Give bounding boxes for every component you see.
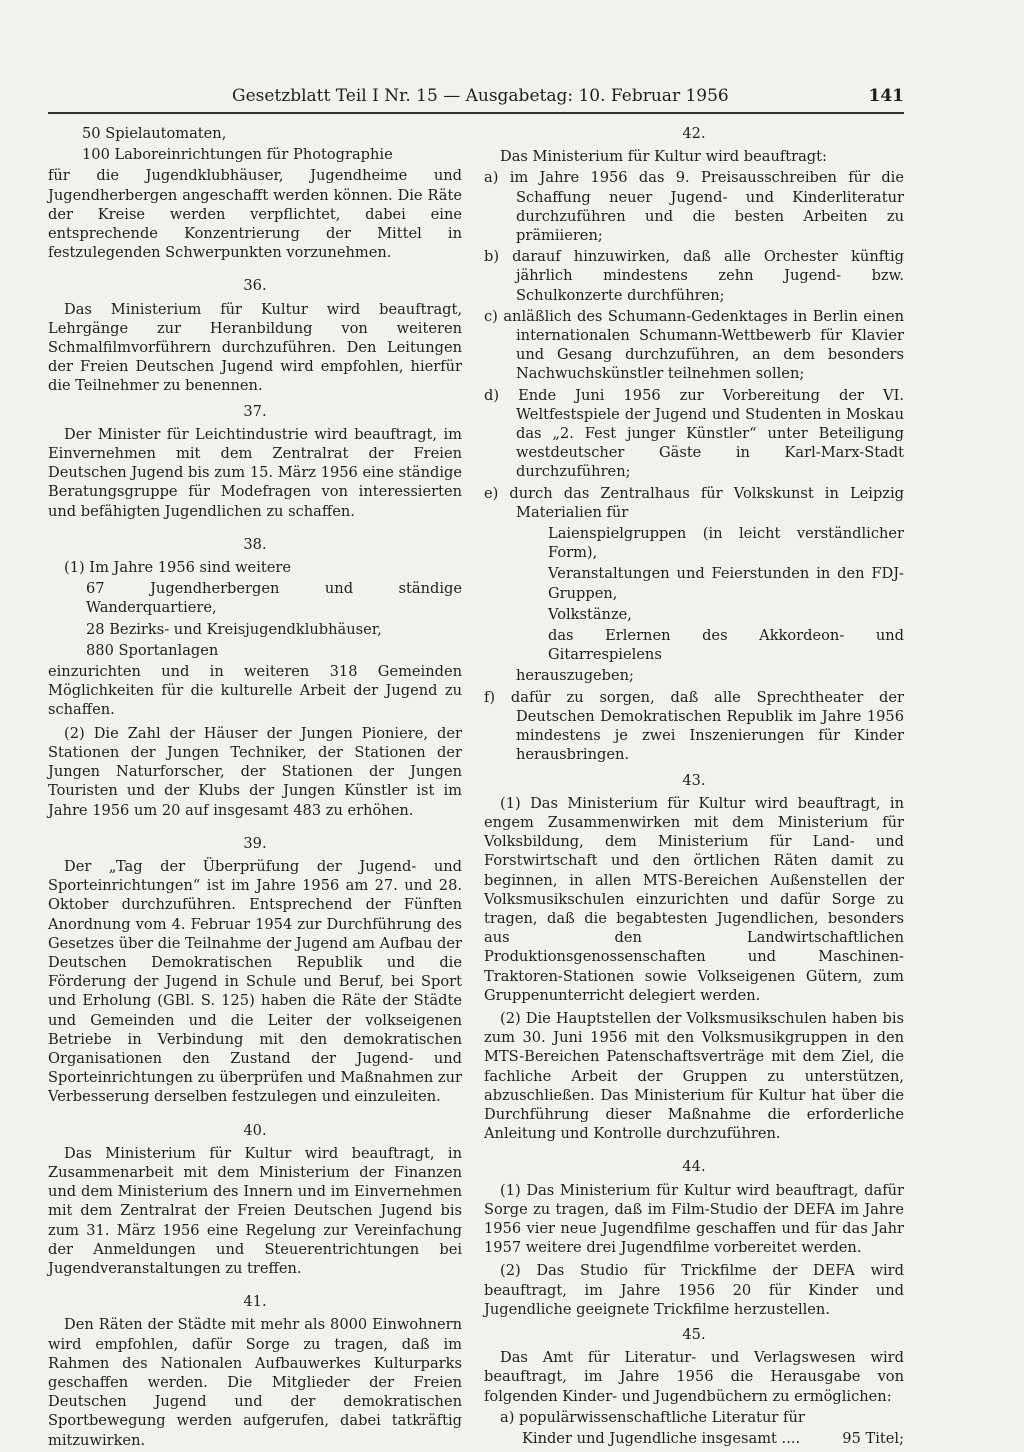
paragraph: einzurichten und in weiteren 318 Gemeinden Möglichkeiten für die kulturelle Arbeit der Jugend zu schaffen. — [48, 663, 462, 719]
paragraph: Das Amt für Literatur- und Verlagswesen wird beauftragt, im Jahre 1956 die Herausgabe von folgenden Kinder- und Jugendbüchern zu ermöglichen: — [484, 1349, 904, 1405]
list-item: 67 Jugendherbergen und ständige Wanderquartiere, — [86, 580, 462, 617]
list-item: 100 Laboreinrichtungen für Photographie — [82, 146, 393, 164]
right-column — [484, 124, 904, 1448]
item-description: Kinder und Jugendliche insgesamt .... — [522, 1430, 801, 1447]
list-item: das Erlernen des Akkordeon- und Gitarrespielens — [548, 627, 904, 664]
left-column — [48, 124, 462, 1452]
paragraph: für die Jugendklubhäuser, Jugendheime und Jugendherbergen angeschafft werden können. Die Räte der Kreise werden verpflichtet, dabei eine entsprechende Konzentrierung der Mittel in festzulegenden Schwerpunkten vorzunehmen. — [48, 167, 462, 262]
list-item: a) im Jahre 1956 das 9. Preisausschreiben für die Schaffung neuer Jugend- und Kinderliteratur durchzuführen und die besten Arbeiten zu prämiieren; — [484, 169, 904, 245]
paragraph: (1) Im Jahre 1956 sind weitere — [64, 559, 291, 577]
list-item: d) Ende Juni 1956 zur Vorbereitung der VI. Weltfestspiele der Jugend und Studenten in Moskau das „2. Fest junger Künstler“ unter Beteiligung westdeutscher Gäste in Karl-Marx-Stadt durchzuführen; — [484, 386, 904, 481]
paragraph: (2) Das Studio für Trickfilme der DEFA wird beauftragt, im Jahre 1956 20 für Kinder und Jugendliche geeignete Trickfilme herzustellen. — [484, 1262, 904, 1318]
section-number: 44. — [682, 1158, 706, 1176]
header-rule — [48, 112, 904, 114]
paragraph: Den Räten der Städte mit mehr als 8000 Einwohnern wird empfohlen, dafür Sorge zu tragen, daß im Rahmen des Nationalen Aufbauwerkes Kulturparks geschaffen werden. Die Mitglieder der Freien Deutschen Jugend und der demokratischen Sportbewegung werden aufgerufen, dabei tatkräftig mitzuwirken. — [48, 1316, 462, 1449]
section-number: 40. — [243, 1121, 267, 1139]
paragraph: Das Ministerium für Kultur wird beauftragt, Lehrgänge zur Heranbildung von weiteren Schmalfilmvorführern durchzuführen. Den Leitungen der Freien Deutschen Jugend wird empfohlen, hierfür die Teilnehmer zu benennen. — [48, 300, 462, 395]
list-item: a) populärwissenschaftliche Literatur für — [500, 1408, 805, 1426]
list-item: 28 Bezirks- und Kreisjugendklubhäuser, — [86, 620, 382, 638]
section-number: 42. — [682, 125, 706, 142]
list-item: Volkstänze, — [548, 605, 632, 623]
paragraph: Das Ministerium für Kultur wird beauftragt, in Zusammenarbeit mit dem Ministerium der Finanzen und dem Ministerium des Innern und im Einvernehmen mit dem Zentralrat der Freien Deutschen Jugend bis zum 31. März 1956 eine Regelung zur Vereinfachung der Anmeldungen und Steuerentrichtungen bei Jugendveranstaltungen zu treffen. — [48, 1144, 462, 1277]
list-item: 880 Sportanlagen — [86, 641, 219, 659]
list-item: e) durch das Zentralhaus für Volkskunst in Leipzig Materialien für — [484, 484, 904, 521]
list-item-line — [484, 1429, 904, 1448]
paragraph: (2) Die Zahl der Häuser der Jungen Pioniere, der Stationen der Jungen Techniker, der Stationen der Jungen Naturforscher, der Stationen der Jungen Touristen und der Klubs der Jungen Künstler ist im Jahre 1956 um 20 auf insgesamt 483 zu erhöhen. — [48, 724, 462, 819]
list-item: c) anläßlich des Schumann-Gedenktages in Berlin einen internationalen Schumann-Wettbewerb für Klavier und Gesang durchzuführen, an dem besonders Nachwuchskünstler teilnehmen sollen; — [484, 307, 904, 383]
section-number: 38. — [243, 535, 267, 553]
list-item: b) darauf hinzuwirken, daß alle Orchester künftig jährlich mindestens zehn Jugend- bzw. Schulkonzerte durchführen; — [484, 248, 904, 304]
section-number: 39. — [243, 834, 267, 852]
paragraph: (1) Das Ministerium für Kultur wird beauftragt, in engem Zusammenwirken mit dem Ministerium für Volksbildung, dem Ministerium für Land- und Forstwirtschaft und den örtlichen Räten damit zu beginnen, in allen MTS-Bereichen Außenstellen der Volksmusikschulen einzurichten und dafür Sorge zu tragen, daß die begabtesten Jugendlichen, besonders aus den Landwirtschaftlichen Produktionsgenossenschaften und Maschinen-Traktoren-Stationen sowie Volkseigenen Gütern, zum Gruppenunterricht delegiert werden. — [484, 794, 904, 1004]
section-number: 45. — [682, 1325, 706, 1343]
header-title: Gesetzblatt Teil I Nr. 15 — Ausgabetag: 10. Februar 1956 — [232, 86, 729, 106]
item-count: 95 Titel; — [842, 1430, 904, 1447]
paragraph: (2) Die Hauptstellen der Volksmusikschulen haben bis zum 30. Juni 1956 mit den Volksmusikgruppen in den MTS-Bereichen Patenschaftsverträge mit dem Ziel, die fachliche Arbeit der Gruppen zu unterstützen, abzuschließen. Das Ministerium für Kultur hat über die Durchführung dieser Maßnahme die erforderliche Anleitung und Kontrolle durchzuführen. — [484, 1009, 904, 1143]
section-number: 37. — [243, 402, 267, 420]
list-item: 50 Spielautomaten, — [82, 125, 227, 142]
paragraph: Das Ministerium für Kultur wird beauftragt: — [500, 148, 827, 166]
section-number: 41. — [243, 1293, 267, 1311]
paragraph: Der Minister für Leichtindustrie wird beauftragt, im Einvernehmen mit dem Zentralrat der Freien Deutschen Jugend bis zum 15. März 1956 eine ständige Beratungsgruppe für Modefragen von interessierten und befähigten Jugendlichen zu schaffen. — [48, 425, 462, 520]
list-item: Veranstaltungen und Feierstunden in den FDJ-Gruppen, — [548, 565, 904, 602]
page-header — [48, 86, 904, 112]
section-number: 36. — [243, 277, 267, 295]
list-item: herauszugeben; — [516, 667, 634, 685]
list-item: f) dafür zu sorgen, daß alle Sprechtheater der Deutschen Demokratischen Republik im Jahre 1956 mindestens je zwei Inszenierungen für Kinder herausbringen. — [484, 688, 904, 764]
paragraph: Der „Tag der Überprüfung der Jugend- und Sporteinrichtungen“ ist im Jahre 1956 am 27. und 28. Oktober durchzuführen. Entsprechend der Fünften Anordnung vom 4. Februar 1954 zur Durchführung des Gesetzes über die Teilnahme der Jugend am Aufbau der Deutschen Demokratischen Republik und die Förderung der Jugend in Schule und Beruf, bei Sport und Erholung (GBl. S. 125) haben die Räte der Städte und Gemeinden und die Leiter der volkseigenen Betriebe in Verbindung mit den demokratischen Organisationen den Zustand der Jugend- und Sporteinrichtungen zu überprüfen und Maßnahmen zur Verbesserung derselben festzulegen und einzuleiten. — [48, 857, 462, 1106]
paragraph: (1) Das Ministerium für Kultur wird beauftragt, dafür Sorge zu tragen, daß im Film-Studio der DEFA im Jahre 1956 vier neue Jugendfilme geschaffen und für das Jahr 1957 weitere drei Jugendfilme vorbereitet werden. — [484, 1181, 904, 1257]
list-item: Laienspielgruppen (in leicht verständlicher Form), — [548, 525, 904, 562]
page-number: 141 — [868, 86, 904, 106]
section-number: 43. — [682, 771, 706, 789]
